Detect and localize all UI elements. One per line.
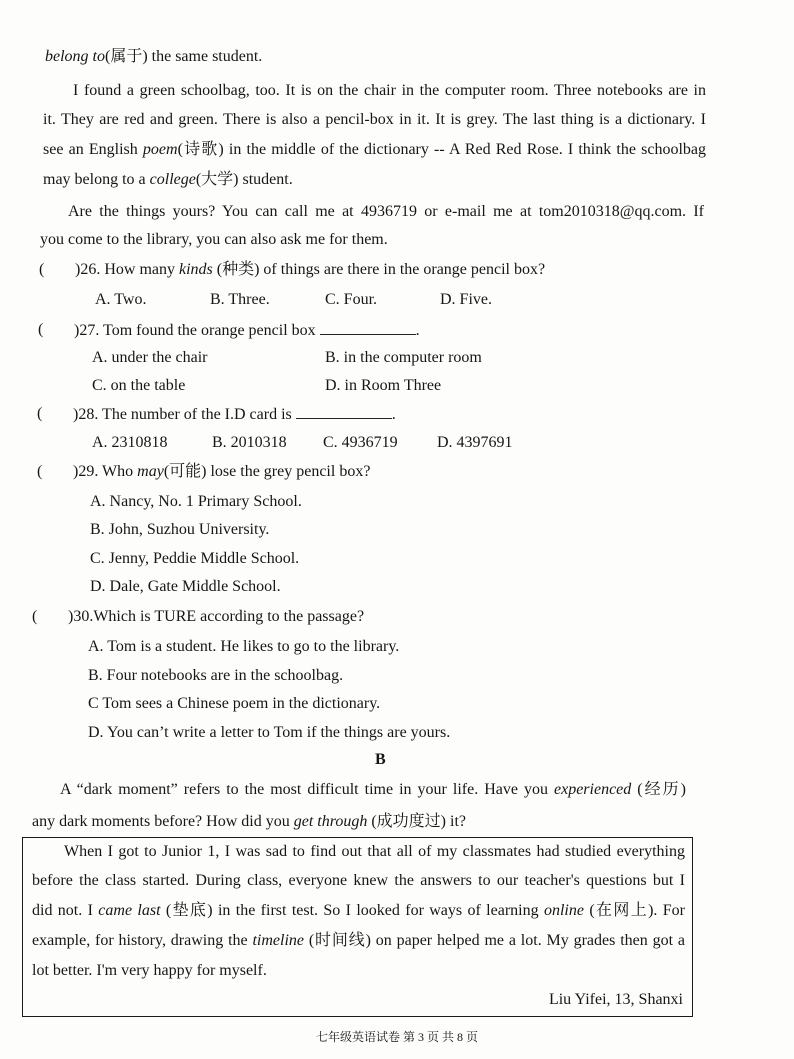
text-line [43, 140, 706, 160]
text-segment: it. They are red and green. There is also a pencil-box in it. It is grey. The last thing is a dictionary. I [43, 111, 706, 128]
answer-bracket-close: ) [68, 608, 74, 625]
answer-bracket-close: ) [74, 322, 80, 339]
text-line [73, 81, 706, 101]
option-b: B. in the computer room [325, 349, 482, 366]
answer-bracket-open: ( [37, 463, 43, 480]
text-segment: lot better. I'm very happy for myself. [32, 962, 267, 979]
text-segment: before the class started. During class, everyone knew the answers to our teacher's questions but I [32, 872, 685, 889]
italic-term: online [543, 902, 584, 919]
text-segment: A “dark moment” refers to the most difficult time in your life. Have you [60, 781, 554, 798]
box-line [32, 961, 267, 981]
text-segment: The number of the I.D card is [102, 406, 296, 423]
text-segment: (经历) [631, 781, 686, 798]
option-b: B. 2010318 [212, 434, 287, 451]
text-segment: I found a green schoolbag, too. It is on the chair in the computer room. Three notebooks are in [73, 82, 706, 99]
text-segment: Which is TURE according to the passage? [93, 608, 365, 625]
option-c: C. 4936719 [323, 434, 398, 451]
option-d: D. Dale, Gate Middle School. [90, 578, 281, 595]
option-d: D. 4397691 [437, 434, 513, 451]
italic-term: poem [142, 141, 178, 158]
italic-term: college [149, 171, 196, 188]
text-segment: Tom found the orange pencil box [103, 322, 320, 339]
page-footer: 七年级英语试卷 第 3 页 共 8 页 [315, 1030, 478, 1044]
text-segment: (可能) lose the grey pencil box? [163, 463, 371, 480]
answer-bracket-close: ) [75, 261, 81, 278]
option-a: A. Nancy, No. 1 Primary School. [90, 493, 302, 510]
option-b: B. Four notebooks are in the schoolbag. [88, 667, 344, 684]
text-segment: How many [104, 261, 179, 278]
question-stem [75, 260, 545, 280]
text-segment: (种类) of things are there in the orange pencil box? [212, 261, 546, 278]
answer-blank-line [320, 320, 416, 335]
italic-term: get through [293, 813, 368, 830]
option-d: D. You can’t write a letter to Tom if the things are yours. [88, 724, 451, 741]
box-line [32, 871, 685, 891]
option-a: A. Tom is a student. He likes to go to the library. [88, 638, 400, 655]
answer-bracket-close: ) [73, 406, 79, 423]
answer-bracket-open: ( [38, 321, 44, 338]
question-number: 29. [78, 463, 99, 480]
italic-term: experienced [554, 781, 632, 798]
question-stem [74, 320, 420, 340]
option-a: A. Two. [95, 291, 147, 308]
answer-bracket-open: ( [37, 405, 43, 422]
question-stem [73, 462, 370, 482]
italic-term: belong to [45, 48, 105, 65]
text-segment: any dark moments before? How did you [32, 813, 294, 830]
text-line [68, 202, 704, 222]
option-b: B. John, Suzhou University. [90, 521, 270, 538]
italic-term: timeline [252, 932, 305, 949]
text-segment: example, for history, drawing the [32, 932, 253, 949]
text-segment: (大学) student. [195, 171, 293, 188]
text-segment: (在网上). For [583, 902, 685, 919]
text-segment: (诗歌) in the middle of the dictionary -- A Red Red Rose. I think the schoolbag [177, 141, 706, 158]
intro-line [60, 780, 686, 800]
question-number: 30. [73, 608, 94, 625]
question-stem [68, 607, 364, 627]
answer-bracket-close: ) [73, 463, 79, 480]
option-c: C Tom sees a Chinese poem in the dictionary. [88, 695, 381, 712]
author-signature: Liu Yifei, 13, Shanxi [548, 991, 683, 1008]
question-number: 28. [78, 406, 99, 423]
text-line [43, 110, 706, 130]
text-segment: Are the things yours? You can call me at 4936719 or e-mail me at tom2010318@qq.com. If [68, 203, 704, 220]
option-c: C. on the table [92, 377, 186, 394]
question-stem [73, 404, 396, 424]
text-segment: (成功度过) it? [367, 813, 466, 830]
text-segment: . [415, 322, 420, 339]
text-segment: did not. I [32, 902, 99, 919]
text-segment: (属于) the same student. [105, 48, 263, 65]
question-number: 27. [79, 322, 100, 339]
text-segment: Who [102, 463, 138, 480]
italic-term: came last [98, 902, 161, 919]
option-b: B. Three. [210, 291, 270, 308]
text-segment: see an English [43, 141, 143, 158]
section-heading: B [375, 751, 386, 768]
answer-bracket-open: ( [32, 608, 38, 625]
box-line [32, 901, 685, 921]
text-segment: may belong to a [43, 171, 150, 188]
option-d: D. Five. [440, 291, 492, 308]
option-a: A. under the chair [92, 349, 208, 366]
option-a: A. 2310818 [92, 434, 168, 451]
box-line [64, 842, 685, 862]
italic-term: may [137, 463, 164, 480]
option-d: D. in Room Three [325, 377, 442, 394]
text-segment: you come to the library, you can also ask me for them. [40, 231, 388, 248]
answer-blank-line [296, 404, 392, 419]
text-line [40, 230, 388, 250]
italic-term: kinds [178, 261, 213, 278]
text-segment: When I got to Junior 1, I was sad to find out that all of my classmates had studied everything [64, 843, 685, 860]
text-segment: . [391, 406, 396, 423]
intro-line [32, 812, 466, 832]
text-line [43, 170, 293, 190]
text-segment: (时间线) on paper helped me a lot. My grades then got a [304, 932, 685, 949]
box-line [32, 931, 685, 951]
option-c: C. Four. [325, 291, 378, 308]
answer-bracket-open: ( [39, 261, 45, 278]
option-c: C. Jenny, Peddie Middle School. [90, 550, 300, 567]
question-number: 26. [80, 261, 101, 278]
text-segment: (垫底) in the first test. So I looked for ways of learning [160, 902, 544, 919]
text-line [45, 47, 262, 67]
